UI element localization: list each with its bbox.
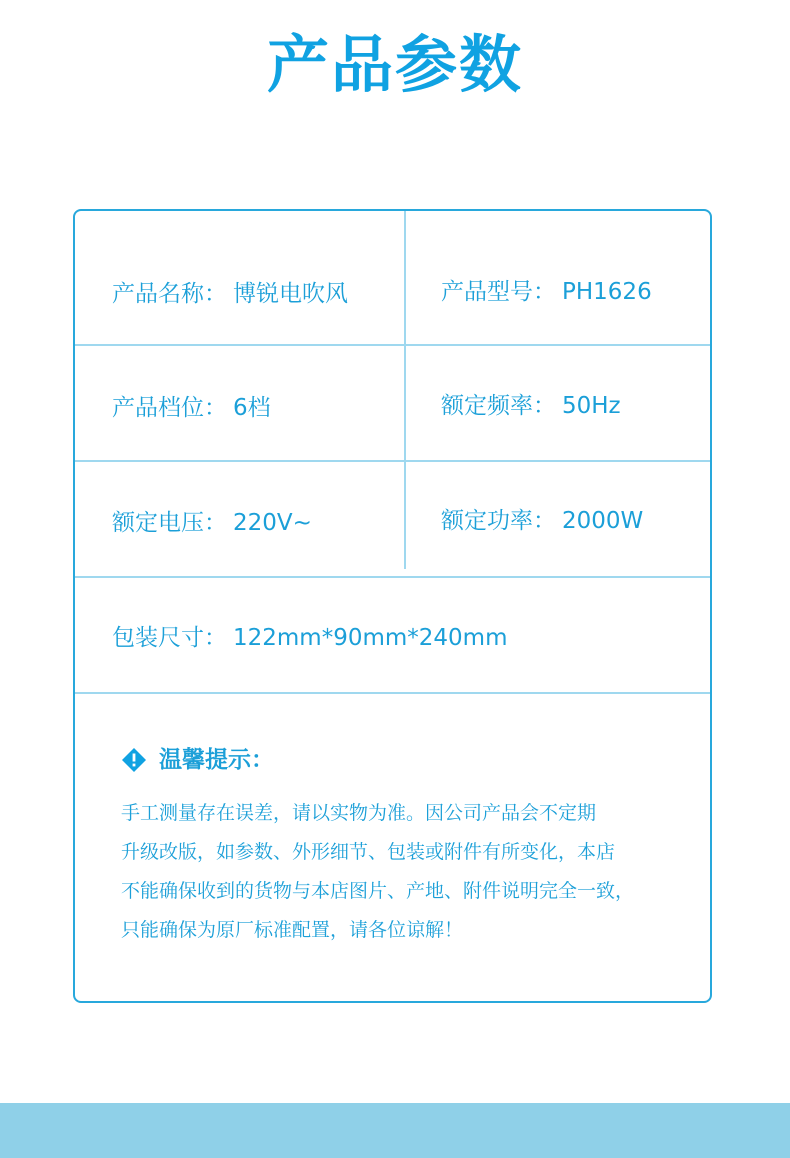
spec-model (441, 277, 652, 307)
spec-gears (112, 393, 271, 423)
spec-table (73, 209, 712, 1003)
spec-name-value: 博锐电吹风 (233, 281, 348, 307)
tip-line: 升级改版，如参数、外形细节、包装或附件有所变化，本店 (121, 841, 616, 863)
diamond-info-icon (121, 747, 147, 773)
spec-voltage-label: 额定电压： (112, 510, 227, 536)
column-divider (404, 211, 406, 569)
spec-frequency-label: 额定频率： (441, 393, 556, 419)
page-title: 产品参数 (266, 28, 523, 101)
bottom-band (0, 1103, 790, 1158)
spec-power-value: 2000W (562, 508, 644, 534)
spec-model-label: 产品型号： (441, 279, 556, 305)
spec-voltage (112, 508, 312, 538)
row-divider (75, 344, 710, 346)
tip-line: 手工测量存在误差，请以实物为准。因公司产品会不定期 (121, 802, 597, 824)
spec-package-size-value: 122mm*90mm*240mm (233, 625, 508, 651)
spec-name-label: 产品名称： (112, 281, 227, 307)
row-divider (75, 692, 710, 694)
spec-package-size-label: 包装尺寸： (112, 625, 227, 651)
spec-model-value: PH1626 (562, 279, 652, 305)
tip-text (121, 794, 681, 950)
tip-line: 不能确保收到的货物与本店图片、产地、附件说明完全一致， (121, 880, 635, 902)
spec-frequency (441, 391, 621, 421)
spec-power (441, 506, 643, 536)
spec-frequency-value: 50Hz (562, 393, 621, 419)
spec-voltage-value: 220V~ (233, 510, 312, 536)
tip-heading (121, 744, 274, 776)
spec-power-label: 额定功率： (441, 508, 556, 534)
spec-name (112, 279, 348, 309)
spec-gears-value: 6档 (233, 395, 271, 421)
tip-title: 温馨提示： (159, 747, 274, 773)
spec-package-size (112, 623, 508, 653)
spec-gears-label: 产品档位： (112, 395, 227, 421)
row-divider (75, 576, 710, 578)
tip-line: 只能确保为原厂标准配置，请各位谅解！ (121, 919, 464, 941)
row-divider (75, 460, 710, 462)
